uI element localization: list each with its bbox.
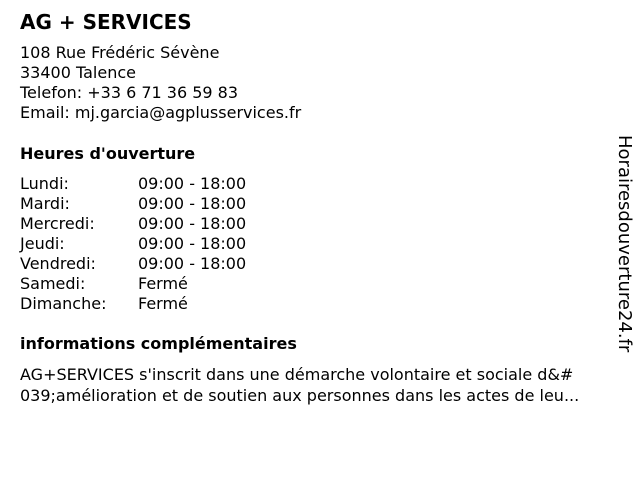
- time-value: 09:00 - 18:00: [138, 174, 247, 193]
- hours-row-tuesday: [20, 194, 246, 214]
- day-label: Mardi:: [20, 194, 70, 213]
- hours-row-monday: [20, 174, 246, 194]
- day-label: Dimanche:: [20, 294, 107, 313]
- day-label: Jeudi:: [20, 234, 65, 253]
- street-address: 108 Rue Frédéric Sévène: [20, 43, 220, 62]
- opening-hours-list: [20, 174, 246, 314]
- time-value: 09:00 - 18:00: [138, 254, 247, 273]
- description-line: 039;amélioration et de soutien aux personnes dans les actes de leu...: [20, 386, 580, 405]
- hours-row-wednesday: [20, 214, 246, 234]
- info-heading: informations complémentaires: [20, 334, 297, 353]
- contact-block: [20, 43, 301, 123]
- hours-heading: Heures d'ouverture: [20, 144, 196, 163]
- hours-row-saturday: [20, 274, 246, 294]
- site-watermark: Horairesdouverture24.fr: [614, 135, 635, 353]
- time-value: 09:00 - 18:00: [138, 234, 247, 253]
- time-value: Fermé: [138, 294, 188, 313]
- day-label: Vendredi:: [20, 254, 96, 273]
- hours-row-sunday: [20, 294, 246, 314]
- hours-row-thursday: [20, 234, 246, 254]
- time-value: Fermé: [138, 274, 188, 293]
- day-label: Samedi:: [20, 274, 86, 293]
- city-address: 33400 Talence: [20, 63, 136, 82]
- description-line: AG+SERVICES s'inscrit dans une démarche volontaire et sociale d&#: [20, 365, 574, 384]
- day-label: Mercredi:: [20, 214, 95, 233]
- time-value: 09:00 - 18:00: [138, 194, 247, 213]
- time-value: 09:00 - 18:00: [138, 214, 247, 233]
- business-name: AG + SERVICES: [20, 10, 192, 34]
- day-label: Lundi:: [20, 174, 69, 193]
- phone-number: Telefon: +33 6 71 36 59 83: [20, 83, 239, 102]
- description-text: [20, 364, 628, 406]
- hours-row-friday: [20, 254, 246, 274]
- email-address: Email: mj.garcia@agplusservices.fr: [20, 103, 302, 122]
